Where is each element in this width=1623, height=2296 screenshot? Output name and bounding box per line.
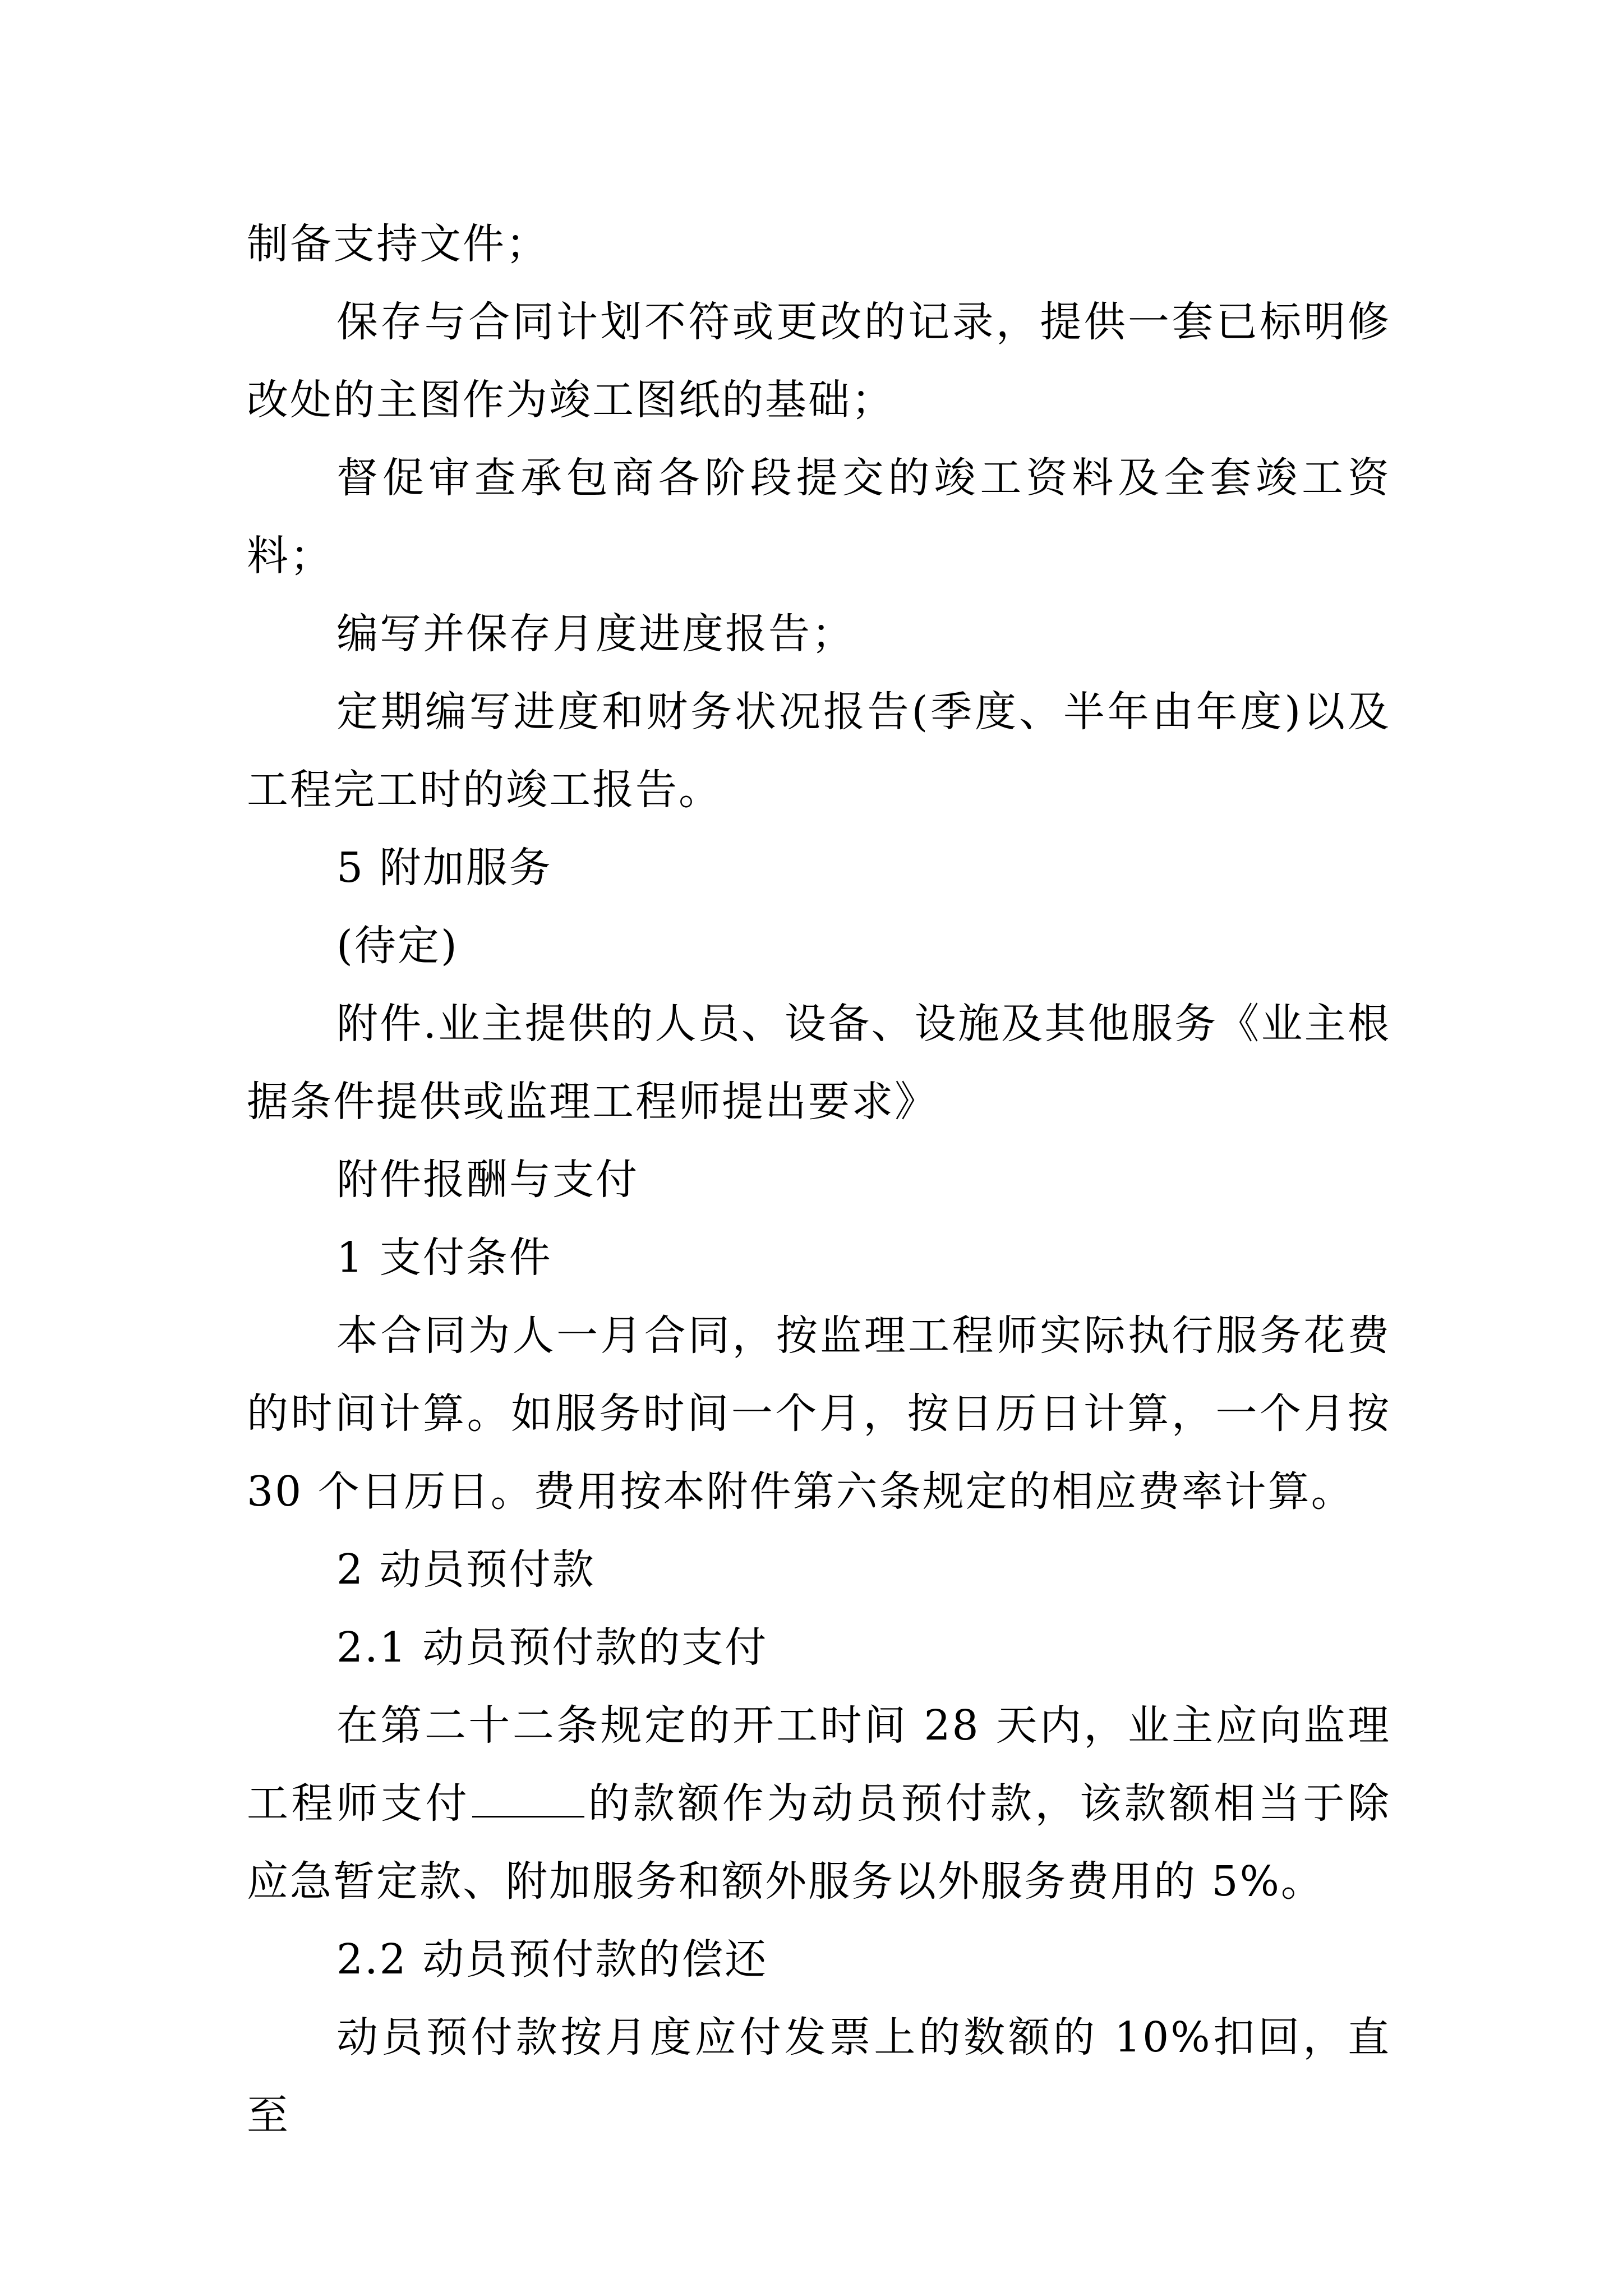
advance-payment-text-after: 的款额作为动员预付款，该款额相当于除应急暂定款、附加服务和额外服务以外服务费用的 5%。	[247, 1779, 1391, 1906]
subsection-heading-advance-payment: 2.1 动员预付款的支付	[336, 1623, 768, 1672]
paragraph-prepare-support-files: 制备支持文件；	[247, 220, 549, 268]
amount-blank-line	[472, 1781, 584, 1818]
section-heading-mobilization-advance: 2 动员预付款	[336, 1545, 596, 1594]
paragraph-advance-repayment: 动员预付款按月度应付发票上的数额的 10%扣回，直至	[247, 2013, 1391, 2139]
subsection-heading-advance-repayment: 2.2 动员预付款的偿还	[336, 1935, 768, 1984]
document-body	[247, 205, 1391, 2155]
paragraph-periodic-reports: 定期编写进度和财务状况报告(季度、半年由年度)以及工程完工时的竣工报告。	[247, 688, 1391, 814]
paragraph-payment-conditions: 本合同为人一月合同，按监理工程师实际执行服务花费的时间计算。如服务时间一个月，按日历日计算，一个月按 30 个日历日。费用按本附件第六条规定的相应费率计算。	[247, 1312, 1391, 1516]
advance-payment-text-before: 在第二十二条规定的开工时间 28 天内，业主应向监理工程师支付	[247, 1701, 1391, 1828]
paragraph-supervise-completion-data: 督促审查承包商各阶段提交的竣工资料及全套竣工资料；	[247, 454, 1391, 580]
paragraph-advance-payment	[247, 1687, 1391, 1921]
section-heading-payment-conditions: 1 支付条件	[336, 1234, 552, 1282]
section-heading-additional-services: 5 附加服务	[336, 844, 552, 892]
paragraph-to-be-determined: (待定)	[336, 922, 459, 970]
heading-annex-remuneration: 附件报酬与支付	[336, 1156, 639, 1204]
paragraph-monthly-progress-report: 编写并保存月度进度报告；	[336, 610, 855, 658]
paragraph-annex-owner-provided: 附件.业主提供的人员、设备、设施及其他服务《业主根据条件提供或监理工程师提出要求》	[247, 1000, 1391, 1126]
paragraph-keep-change-records: 保存与合同计划不符或更改的记录，提供一套已标明修改处的主图作为竣工图纸的基础；	[247, 298, 1391, 424]
